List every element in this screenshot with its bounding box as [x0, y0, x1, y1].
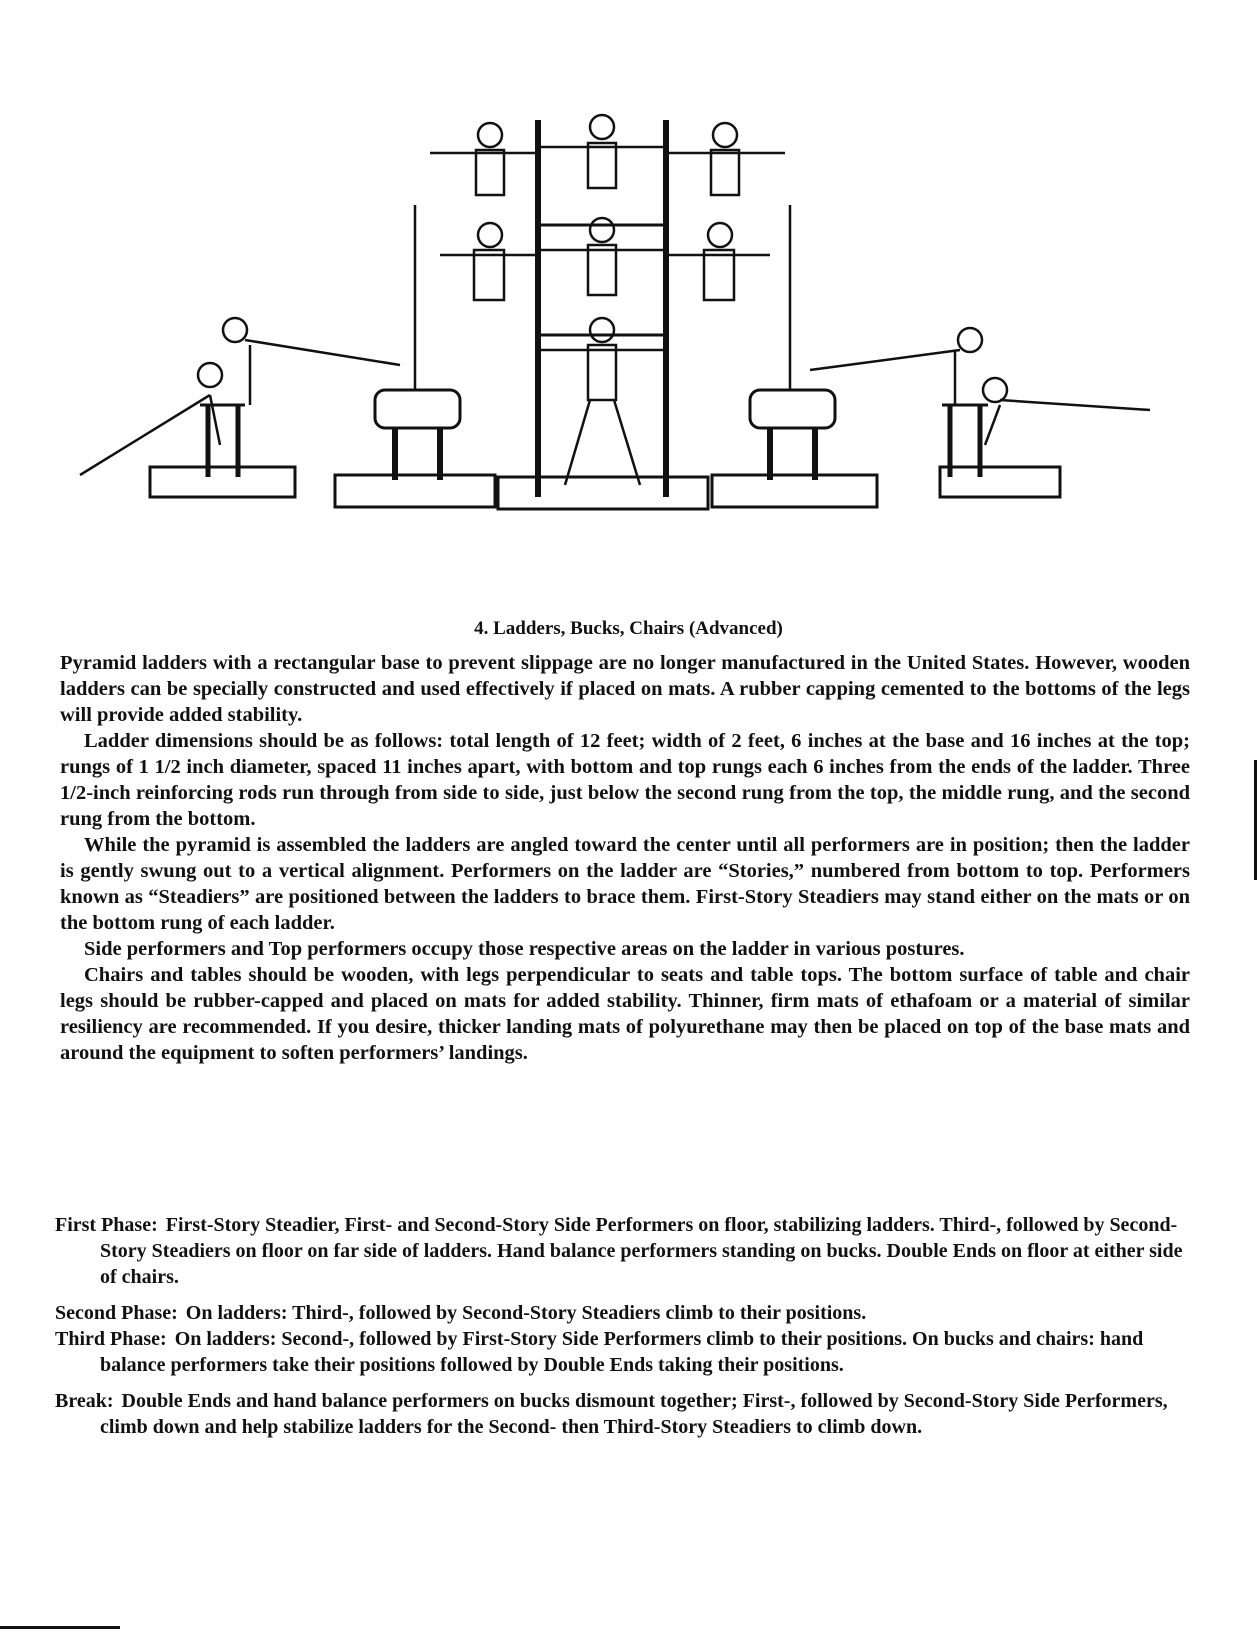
phase-third — [55, 1326, 1190, 1378]
section-title: 4. Ladders, Bucks, Chairs (Advanced) — [474, 618, 783, 639]
phase-label: Break: — [55, 1390, 114, 1412]
pyramid-illustration — [70, 105, 1205, 535]
phase-text: First-Story Steadier, First- and Second-Story Side Performers on floor, stabilizing ladders. Third-, followed by Second-Story Steadiers on floor on far side of ladders. Hand balance performers standing on bucks. Double Ends on floor at either side of chairs. — [100, 1214, 1183, 1288]
paragraph-ladders: Pyramid ladders with a rectangular base to prevent slippage are no longer manufactured in the United States. However, wooden ladders can be specially constructed and used effectively if placed on mats. A rubber capping cemented to the bottoms of the legs will provide added stability. — [60, 652, 1190, 726]
phase-text: On ladders: Second-, followed by First-Story Side Performers climb to their positions. On bucks and chairs: hand balance performers take their positions followed by Double Ends taking their positions. — [100, 1328, 1144, 1376]
mat-center — [498, 477, 708, 509]
phase-text: Double Ends and hand balance performers on bucks dismount together; First-, followed by Second-Story Side Performers, climb down and help stabilize ladders for the Second- then Third-Story Steadiers to climb down. — [100, 1390, 1168, 1438]
phase-label: First Phase: — [55, 1214, 158, 1236]
buck-right — [750, 390, 835, 428]
phase-break — [55, 1388, 1190, 1440]
gymnastics-pyramid-icon — [70, 105, 1205, 535]
paragraph-chairs-tables: Chairs and tables should be wooden, with legs perpendicular to seats and table tops. The bottom surface of table and chair legs should be rubber-capped and placed on mats for added stability. Thinner, firm mats of ethafoam or a material of similar resiliency are recommended. If you desire, thicker landing mats of polyurethane may then be placed on top of the base mats and around the equipment to soften performers’ landings. — [60, 964, 1190, 1064]
body-text — [60, 650, 1190, 1066]
paragraph-side-performers: Side performers and Top performers occupy those respective areas on the ladder in various postures. — [84, 938, 965, 960]
phase-text: On ladders: Third-, followed by Second-Story Steadiers climb to their positions. — [185, 1302, 867, 1324]
phase-first — [55, 1212, 1190, 1290]
buck-left — [375, 390, 460, 428]
mat-right — [940, 467, 1060, 497]
phase-label: Third Phase: — [55, 1328, 167, 1350]
mat-left-inner — [335, 475, 495, 507]
paragraph-dimensions: Ladder dimensions should be as follows: total length of 12 feet; width of 2 feet, 6 inches at the base and 16 inches at the top; rungs of 1 1/2 inch diameter, spaced 11 inches apart, with bottom and top rungs each 6 inches from the ends of the ladder. Three 1/2-inch reinforcing rods run through from side to side, just below the second rung from the top, the middle rung, and the second rung from the bottom. — [60, 730, 1190, 830]
mat-right-inner — [712, 475, 877, 507]
phase-list — [55, 1212, 1190, 1450]
mat-left — [150, 467, 295, 497]
phase-second — [55, 1300, 1190, 1326]
phase-label: Second Phase: — [55, 1302, 178, 1324]
paragraph-assembly: While the pyramid is assembled the ladders are angled toward the center until all performers are in position; then the ladder is gently swung out to a vertical alignment. Performers on the ladder are “Stories,” numbered from bottom to top. Performers known as “Steadiers” are positioned between the ladders to brace them. First-Story Steadiers may stand either on the mats or on the bottom rung of each ladder. — [60, 834, 1190, 934]
bottom-rule — [0, 1626, 120, 1629]
